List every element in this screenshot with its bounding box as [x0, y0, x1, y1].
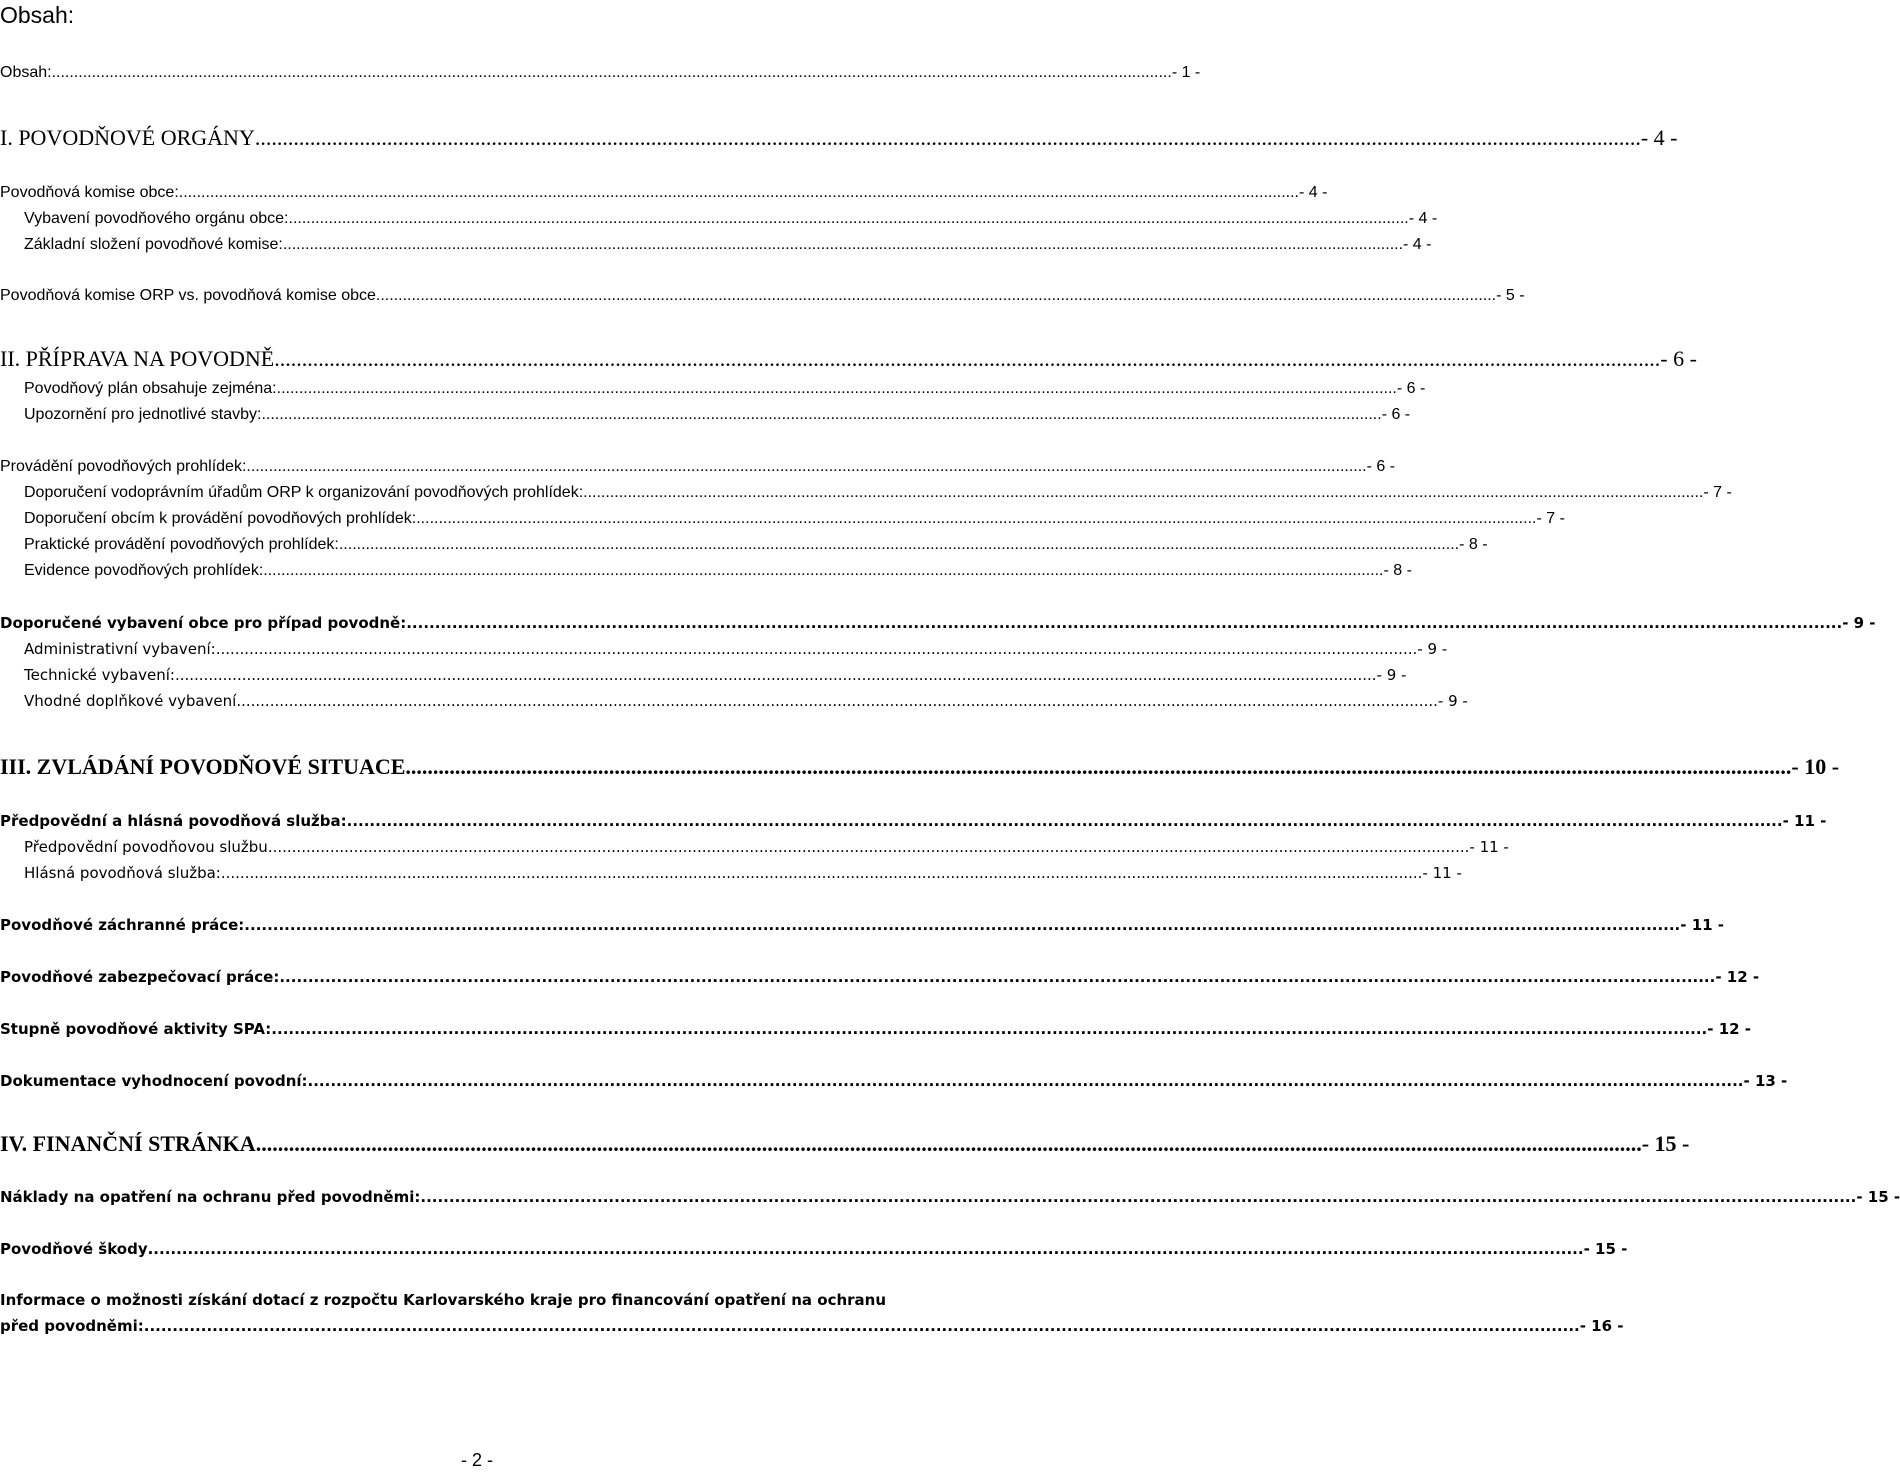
toc-page-number: - 11 - [1782, 812, 1827, 830]
toc-page-number: - 4 - [1408, 210, 1438, 227]
toc-entry-label: Administrativní vybavení: [24, 640, 216, 658]
toc-entry[interactable] [0, 1240, 1628, 1262]
toc-entry-label: Povodňový plán obsahuje zejména: [24, 380, 277, 397]
page-title: Obsah: [0, 2, 75, 28]
toc-page-number: - 12 - [1715, 968, 1760, 986]
toc-entry-label: Stupně povodňové aktivity SPA: [0, 1020, 272, 1038]
dot-leader: ............................................................................................................................................................................................................................................................ [346, 812, 1783, 830]
dot-leader: ............................................................................................................................................................................................................................................................ [244, 916, 1681, 934]
toc-page-number: - 15 - [1583, 1240, 1628, 1258]
toc-entry[interactable] [0, 64, 1201, 86]
toc-page-number: - 8 - [1383, 562, 1412, 579]
dot-leader: ............................................................................................................................................................................................................................................................ [263, 562, 1384, 579]
dot-leader: ............................................................................................................................................................................................................................................................ [51, 64, 1172, 81]
toc-page-number: - 7 - [1536, 510, 1565, 527]
toc-entry-label: Technické vybavení: [24, 666, 175, 684]
toc-entry-label: Povodňová komise obce: [0, 184, 179, 201]
toc-entry[interactable] [24, 640, 1448, 662]
toc-entry[interactable] [0, 812, 1827, 834]
toc-entry-label: Náklady na opatření na ochranu před povodněmi: [0, 1188, 421, 1206]
toc-entry-label: Doporučení vodoprávním úřadům ORP k organizování povodňových prohlídek: [24, 484, 584, 501]
toc-page-number: - 1 - [1171, 64, 1201, 81]
toc-entry[interactable] [24, 666, 1407, 688]
toc-entry-label: Upozornění pro jednotlivé stavby: [24, 406, 262, 423]
toc-entry-label: Základní složení povodňové komise: [24, 236, 283, 253]
toc-entry[interactable] [0, 614, 1876, 636]
dot-leader: ............................................................................................................................................................................................................................................................ [288, 210, 1409, 227]
toc-entry[interactable] [24, 484, 1732, 506]
toc-entry-label: Povodňové škody [0, 1240, 148, 1258]
toc-entry[interactable] [24, 536, 1488, 558]
dot-leader: ............................................................................................................................................................................................................................................................ [174, 666, 1377, 684]
dot-leader: ............................................................................................................................................................................................................................................................ [406, 614, 1843, 632]
toc-entry[interactable] [0, 1072, 1788, 1094]
dot-leader: ............................................................................................................................................................................................................................................................ [279, 968, 1716, 986]
page-footer-number: - 2 - [461, 1450, 494, 1470]
toc-entry[interactable] [24, 510, 1565, 532]
toc-entry[interactable] [0, 125, 1678, 155]
dot-leader: ............................................................................................................................................................................................................................................................ [420, 1188, 1857, 1206]
toc-entry-label: Doporučení obcím k provádění povodňových prohlídek: [24, 510, 417, 527]
toc-entry[interactable] [0, 1291, 960, 1313]
dot-leader: ............................................................................................................................................................................................................................................................ [255, 1131, 1642, 1156]
toc-entry[interactable] [24, 406, 1411, 428]
dot-leader: ............................................................................................................................................................................................................................................................ [267, 838, 1470, 856]
dot-leader: ............................................................................................................................................................................................................................................................ [375, 287, 1497, 304]
toc-entry[interactable] [24, 236, 1432, 258]
toc-page-number: - 15 - [1856, 1188, 1900, 1206]
toc-page-number: - 11 - [1469, 838, 1509, 856]
toc-entry-label: Praktické provádění povodňových prohlídek: [24, 536, 339, 553]
toc-entry[interactable] [0, 968, 1760, 990]
toc-page-number: - 13 - [1743, 1072, 1788, 1090]
toc-entry-label: Obsah: [0, 64, 52, 81]
toc-entry[interactable] [24, 838, 1509, 860]
toc-entry[interactable] [0, 754, 1840, 784]
toc-entry[interactable] [0, 1317, 1624, 1339]
dot-leader: ............................................................................................................................................................................................................................................................ [261, 406, 1382, 423]
toc-entry[interactable] [24, 562, 1412, 584]
toc-page-number: - 16 - [1579, 1317, 1624, 1335]
toc-entry[interactable] [0, 916, 1725, 938]
toc-entry-label: Povodňová komise ORP vs. povodňová komise obce [0, 287, 376, 304]
toc-entry-label: Informace o možnosti získání dotací z rozpočtu Karlovarského kraje pro financování opatření na ochranu [0, 1291, 887, 1309]
toc-entry[interactable] [0, 1131, 1690, 1161]
toc-entry[interactable] [24, 210, 1438, 232]
toc-entry-label: Provádění povodňových prohlídek: [0, 458, 247, 475]
toc-entry[interactable] [24, 380, 1426, 402]
toc-entry-label: Povodňové zabezpečovací práce: [0, 968, 280, 986]
dot-leader: ............................................................................................................................................................................................................................................................ [147, 1240, 1584, 1258]
dot-leader: ............................................................................................................................................................................................................................................................ [215, 640, 1418, 658]
toc-page-number: - 15 - [1641, 1131, 1690, 1156]
toc-entry-label: III. ZVLÁDÁNÍ POVODŇOVÉ SITUACE [0, 754, 406, 779]
toc-entry-label: Hlásná povodňová služba: [24, 864, 221, 882]
toc-page-number: - 9 - [1376, 666, 1407, 684]
toc-entry[interactable] [24, 864, 1462, 886]
dot-leader: ............................................................................................................................................................................................................................................................ [583, 484, 1704, 501]
toc-page-number: - 5 - [1496, 287, 1525, 304]
dot-leader: ............................................................................................................................................................................................................................................................ [220, 864, 1423, 882]
toc-entry[interactable] [24, 692, 1468, 714]
toc-page-number: - 6 - [1366, 458, 1396, 475]
toc-entry-label: Vybavení povodňového orgánu obce: [24, 210, 289, 227]
toc-entry-label: Doporučené vybavení obce pro případ povodně: [0, 614, 407, 632]
toc-page-number: - 12 - [1707, 1020, 1752, 1038]
toc-entry-label: Povodňové záchranné práce: [0, 916, 245, 934]
toc-entry[interactable] [0, 346, 1697, 376]
dot-leader: ............................................................................................................................................................................................................................................................ [282, 236, 1404, 253]
toc-entry-label: Předpovědní a hlásná povodňová služba: [0, 812, 347, 830]
toc-entry[interactable] [0, 1188, 1900, 1210]
dot-leader: ............................................................................................................................................................................................................................................................ [405, 754, 1792, 779]
toc-page-number: - 9 - [1842, 614, 1876, 632]
toc-entry[interactable] [0, 1020, 1752, 1042]
dot-leader: ............................................................................................................................................................................................................................................................ [276, 380, 1397, 397]
toc-entry-label: I. POVODŇOVÉ ORGÁNY [0, 125, 255, 150]
dot-leader: ............................................................................................................................................................................................................................................................ [271, 1020, 1708, 1038]
toc-page-number: - 7 - [1703, 484, 1732, 501]
dot-leader: ............................................................................................................................................................................................................................................................ [246, 458, 1367, 475]
toc-page-number: - 10 - [1791, 754, 1840, 779]
dot-leader: ............................................................................................................................................................................................................................................................ [416, 510, 1537, 527]
toc-entry-label: Dokumentace vyhodnocení povodní: [0, 1072, 308, 1090]
dot-leader: ............................................................................................................................................................................................................................................................ [338, 536, 1460, 553]
toc-entry-label: před povodněmi: [0, 1317, 144, 1335]
toc-entry-label: Vhodné doplňkové vybavení [24, 692, 237, 710]
toc-page-number: - 8 - [1459, 536, 1488, 553]
toc-page-number: - 6 - [1381, 406, 1411, 423]
dot-leader: ............................................................................................................................................................................................................................................................ [236, 692, 1438, 710]
dot-leader: ............................................................................................................................................................................................................................................................ [254, 125, 1641, 150]
dot-leader: ............................................................................................................................................................................................................................................................ [274, 346, 1661, 371]
toc-page-number: - 4 - [1640, 125, 1678, 150]
dot-leader: ............................................................................................................................................................................................................................................................ [178, 184, 1299, 201]
toc-page-number: - 11 - [1680, 916, 1725, 934]
toc-page-number: - 4 - [1403, 236, 1432, 253]
toc-entry[interactable] [0, 287, 1525, 309]
toc-entry-label: II. PŘÍPRAVA NA POVODNĚ [0, 346, 275, 371]
toc-page-number: - 11 - [1422, 864, 1462, 882]
toc-entry-label: IV. FINANČNÍ STRÁNKA [0, 1131, 256, 1156]
toc-entry[interactable] [0, 458, 1396, 480]
toc-page-number: - 9 - [1417, 640, 1448, 658]
toc-page-number: - 4 - [1299, 184, 1328, 201]
toc-page-number: - 6 - [1396, 380, 1426, 397]
dot-leader: ............................................................................................................................................................................................................................................................ [307, 1072, 1744, 1090]
toc-entry[interactable] [0, 184, 1328, 206]
toc-entry-label: Evidence povodňových prohlídek: [24, 562, 264, 579]
toc-page-number: - 6 - [1660, 346, 1697, 371]
toc-entry-label: Předpovědní povodňovou službu [24, 838, 268, 856]
toc-page-number: - 9 - [1437, 692, 1468, 710]
dot-leader: ............................................................................................................................................................................................................................................................ [143, 1317, 1580, 1335]
